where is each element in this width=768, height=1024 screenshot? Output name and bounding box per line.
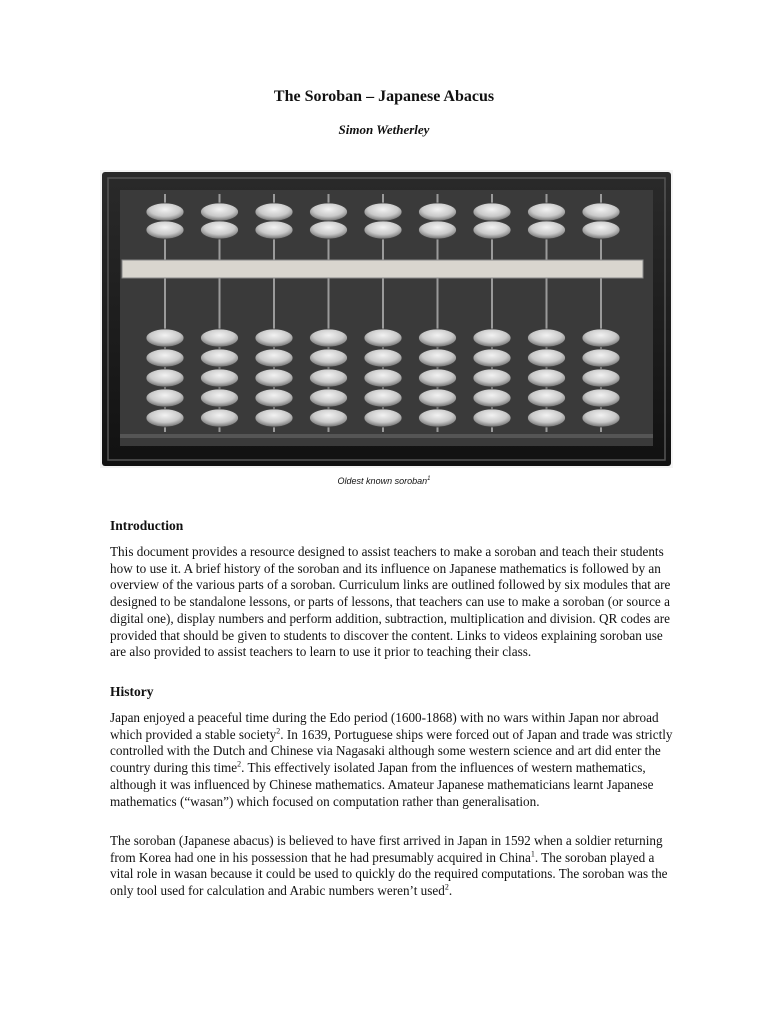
abacus-bead xyxy=(146,369,184,387)
section-heading-history: History xyxy=(110,684,154,699)
soroban-photo xyxy=(100,170,673,468)
abacus-bead xyxy=(419,369,457,387)
abacus-bottom-bar xyxy=(120,434,653,438)
abacus-bead xyxy=(201,329,239,347)
abacus-bead xyxy=(255,389,293,407)
history-paragraph-1 xyxy=(110,710,680,810)
abacus-bead xyxy=(310,329,348,347)
abacus-bead xyxy=(364,329,402,347)
abacus-illustration xyxy=(100,170,673,468)
abacus-bead xyxy=(419,329,457,347)
abacus-bead xyxy=(201,221,239,239)
abacus-bead xyxy=(201,349,239,367)
footnote-ref: 2 xyxy=(276,726,281,736)
abacus-bead xyxy=(582,349,620,367)
abacus-bead xyxy=(364,389,402,407)
abacus-bead xyxy=(528,349,566,367)
abacus-bead xyxy=(255,369,293,387)
abacus-bead xyxy=(255,221,293,239)
abacus-bead xyxy=(310,203,348,221)
abacus-bead xyxy=(473,203,511,221)
abacus-bead xyxy=(419,389,457,407)
figure-caption-text: Oldest known soroban xyxy=(337,476,428,486)
abacus-bead xyxy=(582,221,620,239)
abacus-bead xyxy=(255,349,293,367)
abacus-bead xyxy=(528,329,566,347)
abacus-bead xyxy=(310,369,348,387)
abacus-bead xyxy=(146,329,184,347)
history-paragraph-2 xyxy=(110,833,680,900)
figure-caption-footnote: 1 xyxy=(427,476,431,482)
abacus-bead xyxy=(201,389,239,407)
footnote-ref: 1 xyxy=(530,849,535,859)
history-paragraph-1-part-3: . This effectively isolated Japan from the influences of western mathematics, although it was influenced by Chinese mathematics. Amateur Japanese mathematicians learnt Japanese mathematics (“wasan”) which focused on computation rather than generalisation. xyxy=(110,760,654,809)
abacus-bead xyxy=(419,409,457,427)
abacus-bead xyxy=(528,369,566,387)
abacus-bead xyxy=(364,409,402,427)
abacus-bead xyxy=(310,389,348,407)
abacus-beam xyxy=(122,260,643,278)
history-paragraph-1-part-1: Japan enjoyed a peaceful time during the Edo period (1600-1868) with no wars within Japan nor abroad which provided a stable society xyxy=(110,710,659,742)
introduction-paragraph: This document provides a resource designed to assist teachers to make a soroban and teach their students how to use it. A brief history of the soroban and its influence on Japanese mathematics is followed by an overview of the various parts of a soroban. Curriculum links are outlined followed by six modules that are designed to be standalone lessons, or parts of lessons, that teachers can use to make a soroban (or source a digital one), display numbers and perform addition, subtraction, multiplication and division. QR codes are provided that should be given to students to discover the content. Links to videos explaining soroban use are also provided to assist teachers to learn to use it prior to teaching their class. xyxy=(110,544,671,660)
abacus-bead xyxy=(419,221,457,239)
abacus-bead xyxy=(201,203,239,221)
abacus-bead xyxy=(364,221,402,239)
abacus-bead xyxy=(473,389,511,407)
abacus-bead xyxy=(582,389,620,407)
abacus-bead xyxy=(528,203,566,221)
abacus-bead xyxy=(364,369,402,387)
abacus-bead xyxy=(473,409,511,427)
section-heading-introduction: Introduction xyxy=(110,518,184,533)
abacus-bead xyxy=(201,409,239,427)
abacus-bead xyxy=(473,369,511,387)
document-title: The Soroban – Japanese Abacus xyxy=(273,88,495,105)
abacus-bead xyxy=(419,203,457,221)
footnote-ref: 2 xyxy=(237,759,242,769)
document-author: Simon Wetherley xyxy=(338,122,430,137)
abacus-bead xyxy=(473,329,511,347)
abacus-bead xyxy=(255,203,293,221)
abacus-bead xyxy=(146,409,184,427)
abacus-bead xyxy=(364,203,402,221)
abacus-bead xyxy=(146,349,184,367)
abacus-bead xyxy=(310,409,348,427)
abacus-bead xyxy=(582,409,620,427)
abacus-bead xyxy=(310,349,348,367)
abacus-bead xyxy=(201,369,239,387)
abacus-bead xyxy=(528,409,566,427)
abacus-bead xyxy=(146,389,184,407)
abacus-bead xyxy=(146,221,184,239)
abacus-bead xyxy=(582,329,620,347)
history-paragraph-1-part-2: . In 1639, Portuguese ships were forced out of Japan and trade was strictly controlled with the Dutch and Chinese via Nagasaki although some western science and art did enter the country during this time xyxy=(110,726,673,776)
abacus-bead xyxy=(255,409,293,427)
abacus-bead xyxy=(364,349,402,367)
abacus-bead xyxy=(528,221,566,239)
abacus-bead xyxy=(310,221,348,239)
abacus-bead xyxy=(146,203,184,221)
history-paragraph-2-part-1: The soroban (Japanese abacus) is believed to have first arrived in Japan in 1592 when a soldier returning from Korea had one in his possession that he had presumably acquired in China xyxy=(110,833,663,865)
figure-caption xyxy=(0,476,768,486)
abacus-bead xyxy=(473,221,511,239)
history-paragraph-2-part-3: . xyxy=(448,883,453,899)
footnote-ref: 2 xyxy=(444,882,449,892)
abacus-bead xyxy=(419,349,457,367)
abacus-bead xyxy=(528,389,566,407)
abacus-bead xyxy=(255,329,293,347)
abacus-bead xyxy=(582,203,620,221)
abacus-bead xyxy=(582,369,620,387)
history-paragraph-2-part-2: . The soroban played a vital role in wasan because it could be used to quickly do the required computations. The soroban was the only tool used for calculation and Arabic numbers weren’t used xyxy=(110,849,668,899)
abacus-bead xyxy=(473,349,511,367)
